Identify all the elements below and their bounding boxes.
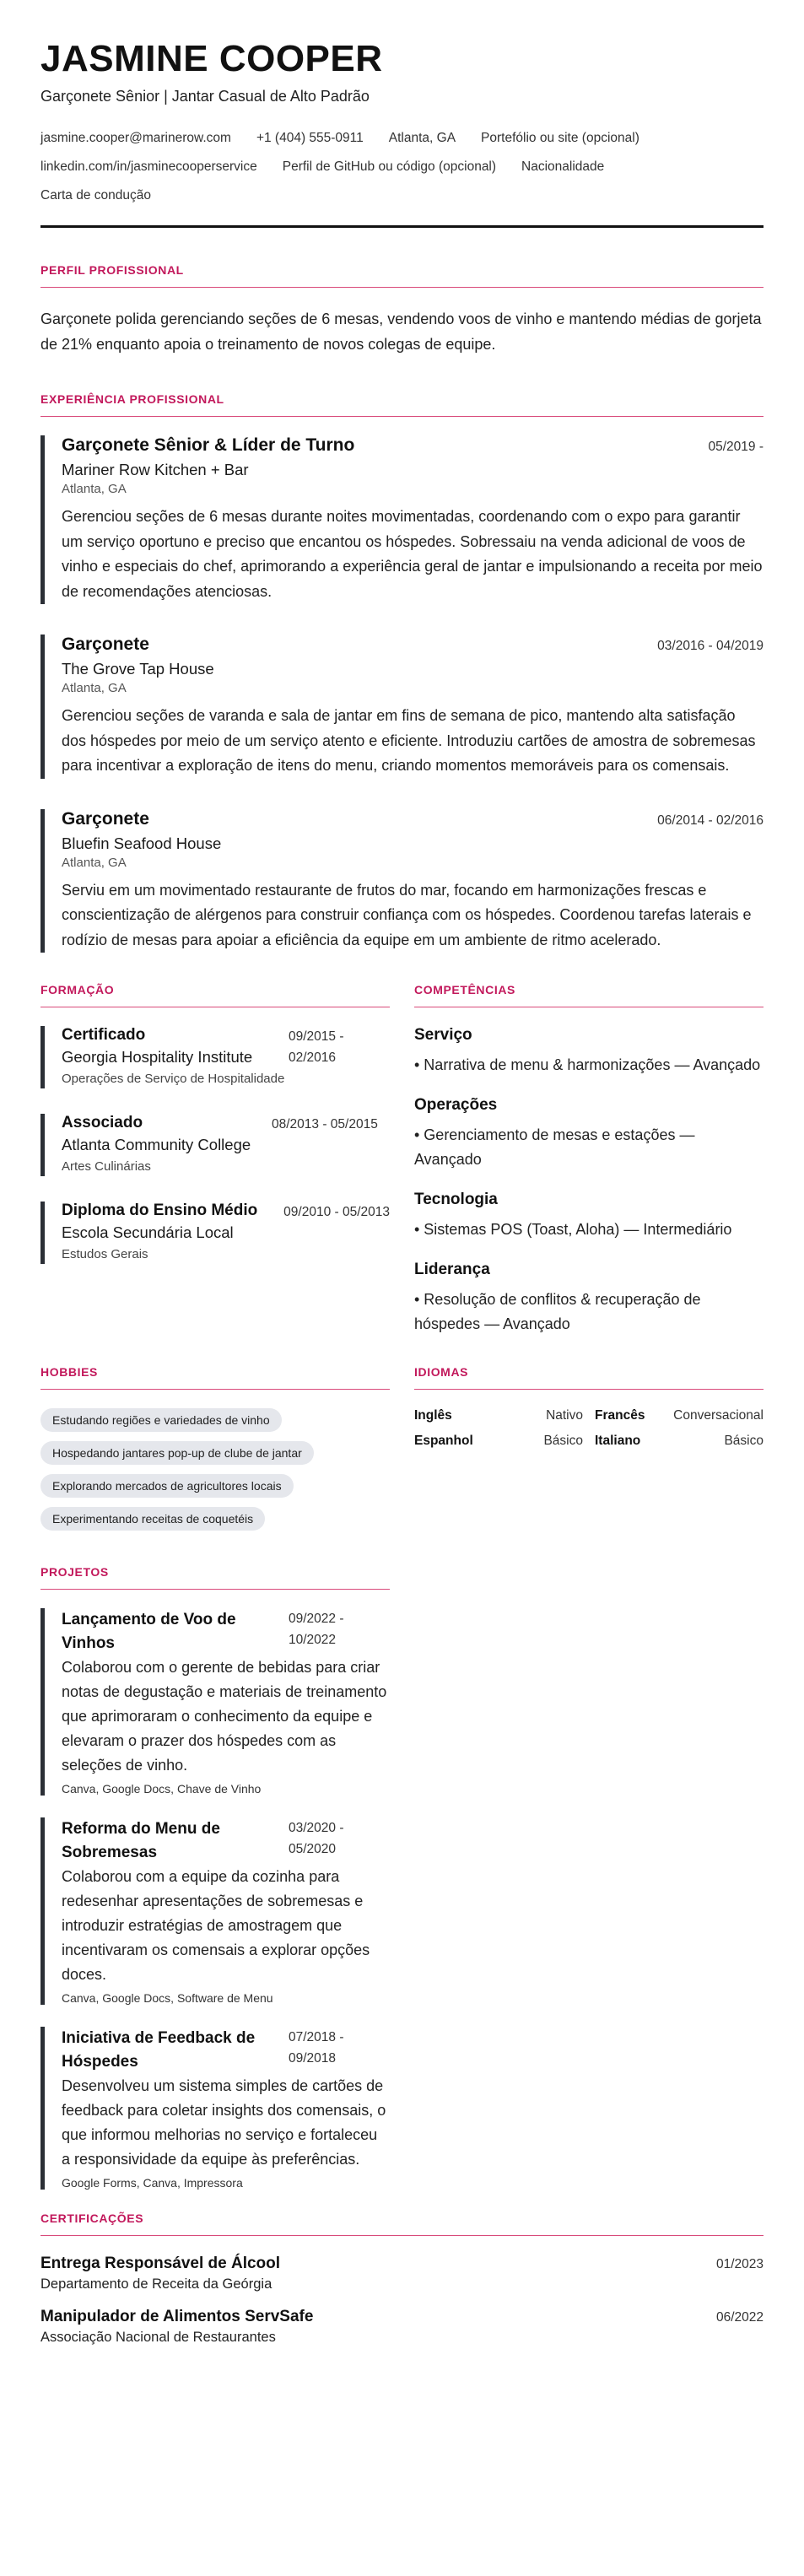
- skill-item: • Narrativa de menu & harmonizações — Avançado: [414, 1056, 761, 1074]
- certification-issuer: Associação Nacional de Restaurantes: [40, 2330, 276, 2346]
- language-level: Básico: [724, 1434, 764, 1449]
- school-name: Escola Secundária Local: [62, 1223, 234, 1242]
- project-title: Reforma do Menu de Sobremesas: [62, 1820, 220, 1862]
- contact-driving-license: Carta de condução: [40, 188, 151, 203]
- job-title: Garçonete: [62, 635, 149, 655]
- projects-section: [40, 1565, 764, 2190]
- skill-item: • Sistemas POS (Toast, Aloha) — Intermediário: [414, 1221, 732, 1239]
- project-title: Iniciativa de Feedback de Hóspedes: [62, 2029, 256, 2071]
- hobby-chip: Hospedando jantares pop-up de clube de jantar: [40, 1441, 314, 1465]
- project-entry: [40, 2027, 390, 2190]
- project-entry: [40, 1608, 390, 1796]
- job-description: Serviu em um movimentado restaurante de frutos do mar, focando em harmonizações frescas e conscientização de alérgenos para construir confiança com os hóspedes. Coordenou tarefas laterais e rodízio de mesas para apoiar a eficiência da equipe em um ambiente de ritmo acelerado.: [62, 881, 752, 948]
- company-name: The Grove Tap House: [62, 660, 214, 678]
- certification-date: 01/2023: [715, 2257, 764, 2272]
- language-name: Italiano: [595, 1434, 641, 1449]
- skill-category: Tecnologia: [414, 1191, 498, 1209]
- hobbies-section: [40, 1365, 390, 1540]
- skill-category: Serviço: [414, 1026, 472, 1045]
- skill-category: Liderança: [414, 1261, 490, 1279]
- project-tools: Canva, Google Docs, Software de Menu: [62, 1991, 273, 2006]
- job-dates: 03/2016 - 04/2019: [657, 639, 764, 654]
- section-divider: [414, 1389, 764, 1390]
- section-title: FORMAÇÃO: [40, 983, 115, 997]
- summary-text: Garçonete polida gerenciando seções de 6 mesas, vendendo voos de vinho e mantendo médias de gorjeta de 21% enquanto apoia o treinamento de novos colegas de equipe.: [40, 311, 762, 354]
- education-dates: 08/2013 - 05/2015: [272, 1117, 378, 1132]
- hobby-list: [40, 1408, 390, 1540]
- contact-location: Atlanta, GA: [388, 131, 456, 146]
- language-name: Francês: [595, 1408, 645, 1423]
- language-name: Espanhol: [414, 1434, 473, 1449]
- skill-group: [414, 1261, 764, 1337]
- language-list: [414, 1408, 764, 1449]
- hobby-chip: Explorando mercados de agricultores locais: [40, 1474, 294, 1498]
- skill-group: [414, 1026, 764, 1077]
- experience-entry: [40, 809, 764, 953]
- certification-name: Manipulador de Alimentos ServSafe: [40, 2308, 314, 2326]
- job-title: Garçonete: [62, 808, 149, 829]
- hobby-chip: Experimentando receitas de coquetéis: [40, 1507, 265, 1531]
- languages-section: [414, 1365, 764, 1540]
- section-title: EXPERIÊNCIA PROFISSIONAL: [40, 392, 224, 407]
- job-location: Atlanta, GA: [62, 681, 127, 696]
- language-level: Conversacional: [673, 1408, 764, 1423]
- field-of-study: Artes Culinárias: [62, 1159, 151, 1175]
- contact-nationality: Nacionalidade: [521, 159, 605, 175]
- job-location: Atlanta, GA: [62, 482, 127, 497]
- section-divider: [40, 1589, 390, 1590]
- project-tools: Google Forms, Canva, Impressora: [62, 2176, 243, 2190]
- section-title: CERTIFICAÇÕES: [40, 2211, 144, 2226]
- certification-date: 06/2022: [715, 2310, 764, 2325]
- candidate-headline: Garçonete Sênior | Jantar Casual de Alto Padrão: [40, 88, 370, 105]
- summary-section: [40, 263, 764, 357]
- job-title: Garçonete Sênior & Líder de Turno: [62, 435, 355, 456]
- section-divider: [40, 416, 764, 417]
- project-title: Lançamento de Voo de Vinhos: [62, 1611, 236, 1653]
- section-title: IDIOMAS: [414, 1365, 469, 1380]
- skill-category: Operações: [414, 1096, 498, 1115]
- section-divider: [40, 1389, 390, 1390]
- education-skills-row: [40, 983, 764, 1355]
- project-description: Colaborou com a equipe da cozinha para redesenhar apresentações de sobremesas e introduzir estratégias de amostragem que incentivaram os comensais a explorar opções doces.: [62, 1868, 370, 1984]
- contact-email[interactable]: jasmine.cooper@marinerow.com: [40, 131, 231, 146]
- education-entry: [40, 1114, 390, 1176]
- job-dates: 06/2014 - 02/2016: [657, 813, 764, 828]
- candidate-name: JASMINE COOPER: [40, 38, 383, 79]
- hobbies-languages-row: [40, 1365, 764, 1540]
- project-dates: 09/2022 - 10/2022: [289, 1612, 344, 1648]
- education-dates: 09/2010 - 05/2013: [283, 1205, 390, 1220]
- certifications-section: [40, 2211, 764, 2346]
- contact-phone[interactable]: +1 (404) 555-0911: [256, 131, 364, 146]
- skill-group: [414, 1096, 764, 1172]
- field-of-study: Estudos Gerais: [62, 1247, 148, 1262]
- job-description: Gerenciou seções de 6 mesas durante noites movimentadas, coordenando com o expo para garantir um serviço oportuno e preciso que encantou os hóspedes. Sobressaiu na venda adicional de voos de vinho e especiais do chef, aprimorando a experiência geral de jantar e impulsionando a receita por meio de recomendações atenciosas.: [62, 508, 763, 600]
- language-item: [414, 1408, 583, 1423]
- skill-item: • Resolução de conflitos & recuperação de hóspedes — Avançado: [414, 1291, 701, 1333]
- section-divider: [40, 287, 764, 288]
- certification-name: Entrega Responsável de Álcool: [40, 2255, 281, 2273]
- section-title: HOBBIES: [40, 1365, 98, 1380]
- company-name: Mariner Row Kitchen + Bar: [62, 461, 249, 479]
- language-level: Básico: [543, 1434, 583, 1449]
- degree-name: Diploma do Ensino Médio: [62, 1202, 258, 1220]
- section-title: COMPETÊNCIAS: [414, 983, 515, 997]
- section-divider: [40, 2235, 764, 2236]
- experience-entry: [40, 435, 764, 604]
- education-section: [40, 983, 390, 1355]
- language-item: [595, 1408, 764, 1423]
- language-item: [414, 1434, 583, 1449]
- degree-name: Associado: [62, 1114, 143, 1132]
- experience-entry: [40, 635, 764, 779]
- certification-entry: [40, 2255, 764, 2292]
- project-tools: Canva, Google Docs, Chave de Vinho: [62, 1782, 262, 1796]
- language-level: Nativo: [546, 1408, 583, 1423]
- section-title: PERFIL PROFISSIONAL: [40, 263, 184, 278]
- education-entry: [40, 1026, 390, 1088]
- project-dates: 03/2020 - 05/2020: [289, 1821, 344, 1857]
- section-title: PROJETOS: [40, 1565, 109, 1580]
- skill-group: [414, 1191, 764, 1242]
- language-name: Inglês: [414, 1408, 452, 1423]
- school-name: Georgia Hospitality Institute: [62, 1048, 253, 1067]
- education-entry: [40, 1202, 390, 1264]
- header-divider: [40, 225, 764, 228]
- company-name: Bluefin Seafood House: [62, 834, 222, 852]
- contact-portfolio[interactable]: Portefólio ou site (opcional): [481, 131, 639, 146]
- field-of-study: Operações de Serviço de Hospitalidade: [62, 1072, 285, 1087]
- skills-section: [414, 983, 764, 1355]
- contact-info: [40, 124, 764, 210]
- hobby-chip: Estudando regiões e variedades de vinho: [40, 1408, 282, 1432]
- certification-issuer: Departamento de Receita da Geórgia: [40, 2276, 272, 2292]
- contact-linkedin[interactable]: linkedin.com/in/jasminecooperservice: [40, 159, 257, 175]
- project-description: Colaborou com o gerente de bebidas para criar notas de degustação e materiais de treinamento que aprimoraram o conhecimento da equipe e elevaram o prazer dos hóspedes com as seleções de vinho.: [62, 1659, 387, 1774]
- contact-github[interactable]: Perfil de GitHub ou código (opcional): [282, 159, 497, 175]
- language-item: [595, 1434, 764, 1449]
- job-dates: 05/2019 -: [708, 440, 764, 455]
- job-description: Gerenciou seções de varanda e sala de jantar em fins de semana de pico, mantendo alta satisfação dos hóspedes por meio de um serviço atento e eficiente. Introduziu cartões de amostra de sobremesas para incentivar a exploração de itens do menu, criando momentos memoráveis para os comensais.: [62, 707, 756, 775]
- job-location: Atlanta, GA: [62, 855, 127, 870]
- certification-entry: [40, 2308, 764, 2346]
- degree-name: Certificado: [62, 1026, 146, 1045]
- resume-header: [40, 39, 764, 228]
- education-dates: 09/2015 - 02/2016: [289, 1029, 344, 1066]
- school-name: Atlanta Community College: [62, 1136, 251, 1154]
- project-description: Desenvolveu um sistema simples de cartões de feedback para coletar insights dos comensais, o que informou melhorias no serviço e fortaleceu a responsividade da equipe às preferências.: [62, 2077, 386, 2168]
- project-entry: [40, 1817, 390, 2005]
- project-dates: 07/2018 - 09/2018: [289, 2030, 344, 2066]
- skill-item: • Gerenciamento de mesas e estações — Avançado: [414, 1126, 695, 1169]
- experience-section: [40, 392, 764, 953]
